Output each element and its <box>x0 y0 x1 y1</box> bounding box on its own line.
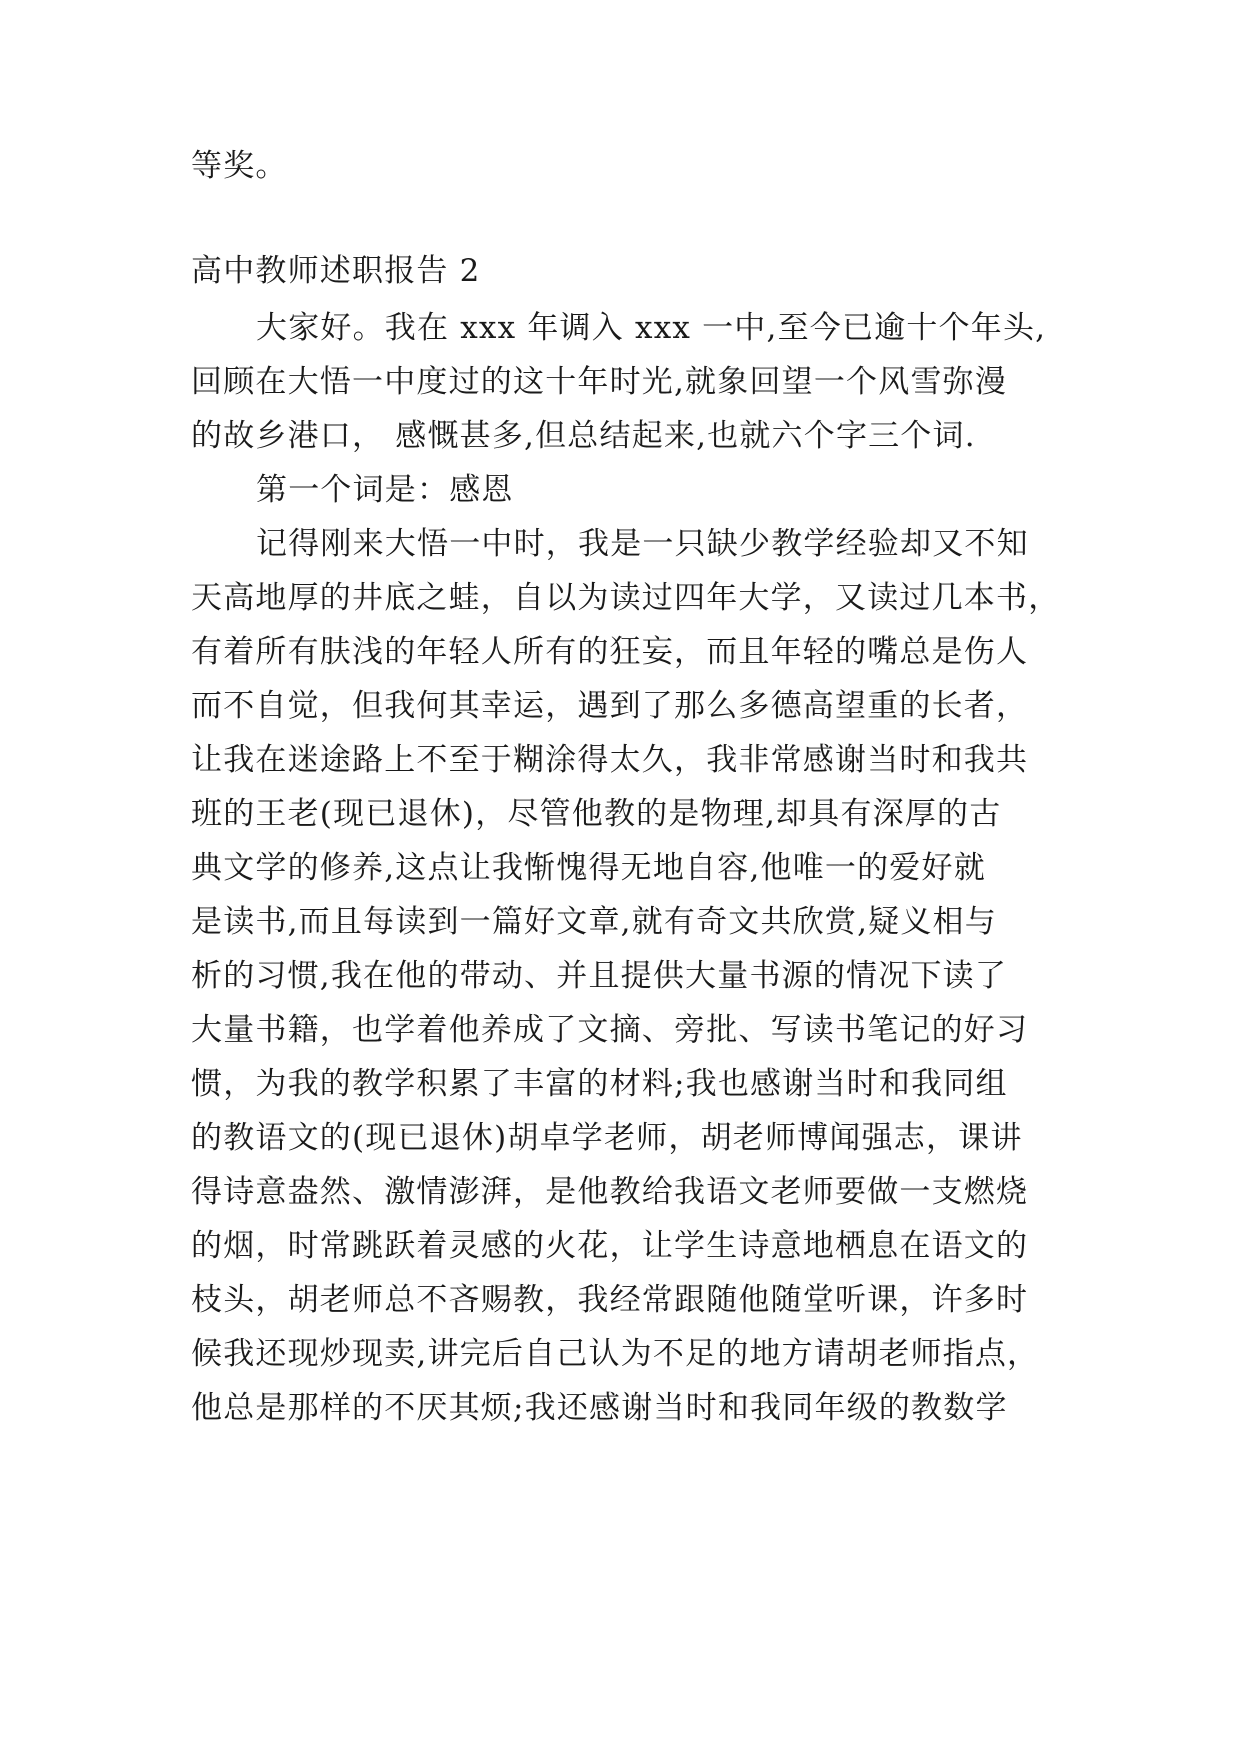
paragraph-line: 而不自觉，但我何其幸运，遇到了那么多德高望重的长者， <box>191 688 1029 724</box>
paragraph-line: 班的王老(现已退休)，尽管他教的是物理,却具有深厚的古 <box>191 796 1002 832</box>
paragraph-line: 典文学的修养,这点让我惭愧得无地自容,他唯一的爱好就 <box>191 850 986 886</box>
paragraph-line: 析的习惯,我在他的带动、并且提供大量书源的情况下读了 <box>191 958 1008 994</box>
paragraph-line: 是读书,而且每读到一篇好文章,就有奇文共欣赏,疑义相与 <box>191 904 997 940</box>
paragraph-line: 大量书籍，也学着他养成了文摘、旁批、写读书笔记的好习 <box>191 1012 1029 1048</box>
paragraph-line: 的烟，时常跳跃着灵感的火花，让学生诗意地栖息在语文的 <box>191 1228 1029 1264</box>
paragraph-line: 回顾在大悟一中度过的这十年时光,就象回望一个风雪弥漫 <box>191 364 1008 400</box>
section-heading: 高中教师述职报告 2 <box>191 253 481 289</box>
paragraph-line: 大家好。我在 xxx 年调入 xxx 一中,至今已逾十个年头, <box>256 310 1047 346</box>
paragraph-line: 记得刚来大悟一中时，我是一只缺少教学经验却又不知 <box>256 526 1029 562</box>
paragraph-line: 天高地厚的井底之蛙，自以为读过四年大学，又读过几本书， <box>191 580 1061 616</box>
paragraph-line: 的教语文的(现已退休)胡卓学老师，胡老师博闻强志，课讲 <box>191 1120 1023 1156</box>
paragraph-line: 惯，为我的教学积累了丰富的材料;我也感谢当时和我同组 <box>191 1066 1008 1102</box>
paragraph-line: 候我还现炒现卖,讲完后自己认为不足的地方请胡老师指点， <box>191 1336 1040 1372</box>
paragraph-line: 等奖。 <box>191 148 288 184</box>
subheading-line: 第一个词是：感恩 <box>256 472 514 508</box>
paragraph-line: 让我在迷途路上不至于糊涂得太久，我非常感谢当时和我共 <box>191 742 1029 778</box>
paragraph-line: 他总是那样的不厌其烦;我还感谢当时和我同年级的教数学 <box>191 1390 1008 1426</box>
paragraph-line: 枝头，胡老师总不吝赐教，我经常跟随他随堂听课，许多时 <box>191 1282 1029 1318</box>
paragraph-line: 得诗意盎然、激情澎湃，是他教给我语文老师要做一支燃烧 <box>191 1174 1029 1210</box>
paragraph-line: 有着所有肤浅的年轻人所有的狂妄，而且年轻的嘴总是伤人 <box>191 634 1029 670</box>
paragraph-line: 的故乡港口， 感慨甚多,但总结起来,也就六个字三个词. <box>191 418 976 454</box>
